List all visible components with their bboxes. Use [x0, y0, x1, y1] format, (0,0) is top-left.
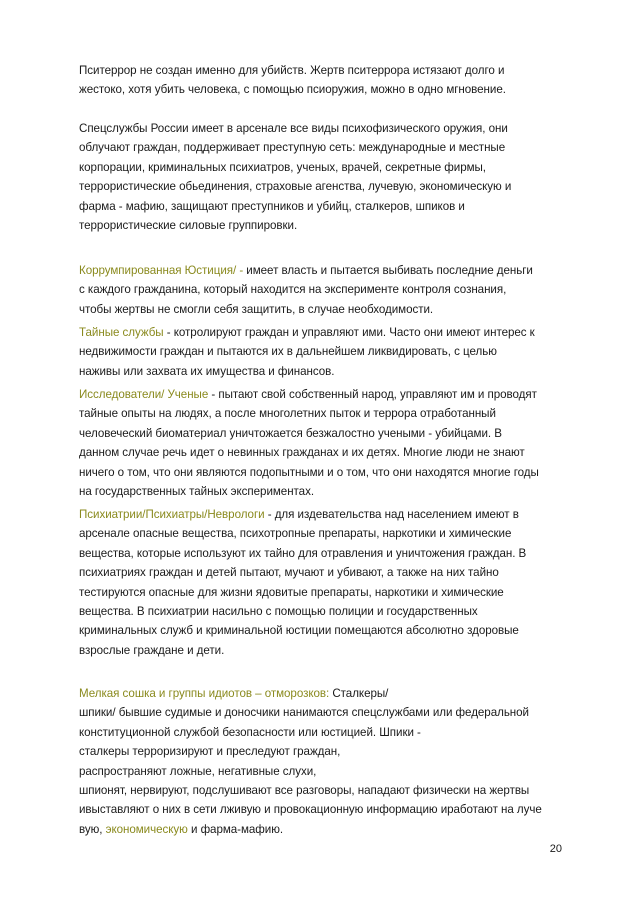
paragraph-lead-term: Мелкая сошка и группы идиотов – отморозков: [79, 687, 330, 700]
paragraph-stalkers [79, 684, 569, 839]
paragraph-lead-term: Коррумпированная Юстиция/ - [79, 264, 244, 277]
paragraph-lead-term: Исследователи/ Ученые [79, 388, 209, 401]
paragraph-accent-word: экономическую [105, 822, 188, 836]
paragraph-lead-term: Тайные службы [79, 326, 164, 339]
paragraph-lead-term: Психиатрии/Психиатры/Неврологи [79, 508, 265, 521]
paragraph-text: Сталкеры/ шпики/ бывшие судимые и доносчики нанимаются спецслужбами или федеральной конституционной службой безопасности или юстицией. Шпики - сталкеры терроризируют и преследуют граждан, распространяют ложные, негативные слухи, шпионят, нервируют, подслушивают все разговоры, нападают физически на жертвы ивыставляют о них в сети лживую и провокационную информацию иработают на луче вую, [79, 687, 542, 836]
paragraph-researchers [79, 385, 569, 501]
paragraph-secret-services [79, 323, 569, 381]
paragraph-text: Спецслужбы России имеет в арсенале все виды психофизического оружия, они облучают граждан, поддерживает преступную сеть: международные и местные корпорации, криминальных психиатров, ученых, врачей, секретные фирмы, террористические обьединения, страховые агенства, лучевую, экономическую и фарма - мафию, защищают преступников и убийц, сталкеров, шпиков и террористические силовые группировки. [79, 122, 512, 233]
paragraph-text: имеет власть и пытается выбивать последние деньги с каждого гражданина, который находится на эксперименте контроля сознания, чтобы жертвы не смогли себя защитить, в случае необходимости. [79, 264, 533, 316]
paragraph-text: - для издевательства над населением имеют в арсенале опасные вещества, психотропные препараты, наркотики и химические вещества, которые используют их тайно для отравления и уничтожения граждан. В психиатриях граждан и детей пытают, мучают и убивают, а также на них тайно тестируются опасные для жизни ядовитые препараты, наркотики и химические вещества. В психиатрии насильно с помощью полиции и государственных криминальных служб и криминальной юстиции помещаются абсолютно здоровые взрослые граждане и дети. [79, 508, 527, 657]
paragraph-special-services [79, 119, 569, 235]
paragraph-text-tail: и фарма-мафию. [187, 822, 284, 836]
paragraph-text: - пытают свой собственный народ, управляют им и проводят тайные опыты на людях, а после многолетних пыток и террора отработанный человеческий биоматериал уничтожается безжалостно учеными - убийцами. В данном случае речь идет о невинных гражданах и их детях. Многие люди не знают ничего о том, что они являются подопытными и о том, что они находятся многие годы на государственных тайных экспериментах. [79, 388, 539, 499]
page-number: 20 [549, 843, 562, 855]
paragraph-psyterror-intro [79, 61, 569, 100]
paragraph-text: Пситеррор не создан именно для убийств. Жертв пситеррора истязают долго и жестоко, хотя убить человека, с помощью псиоружия, можно в одно мгновение. [79, 64, 506, 97]
paragraph-corrupt-justice [79, 261, 569, 319]
paragraph-text: - котролируют граждан и управляют ими. Часто они имеют интерес к недвижимости граждан и пытаются их в дальнейшем ликвидировать, с целью наживы или захвата их имущества и финансов. [79, 326, 535, 378]
paragraph-psychiatry [79, 505, 569, 660]
